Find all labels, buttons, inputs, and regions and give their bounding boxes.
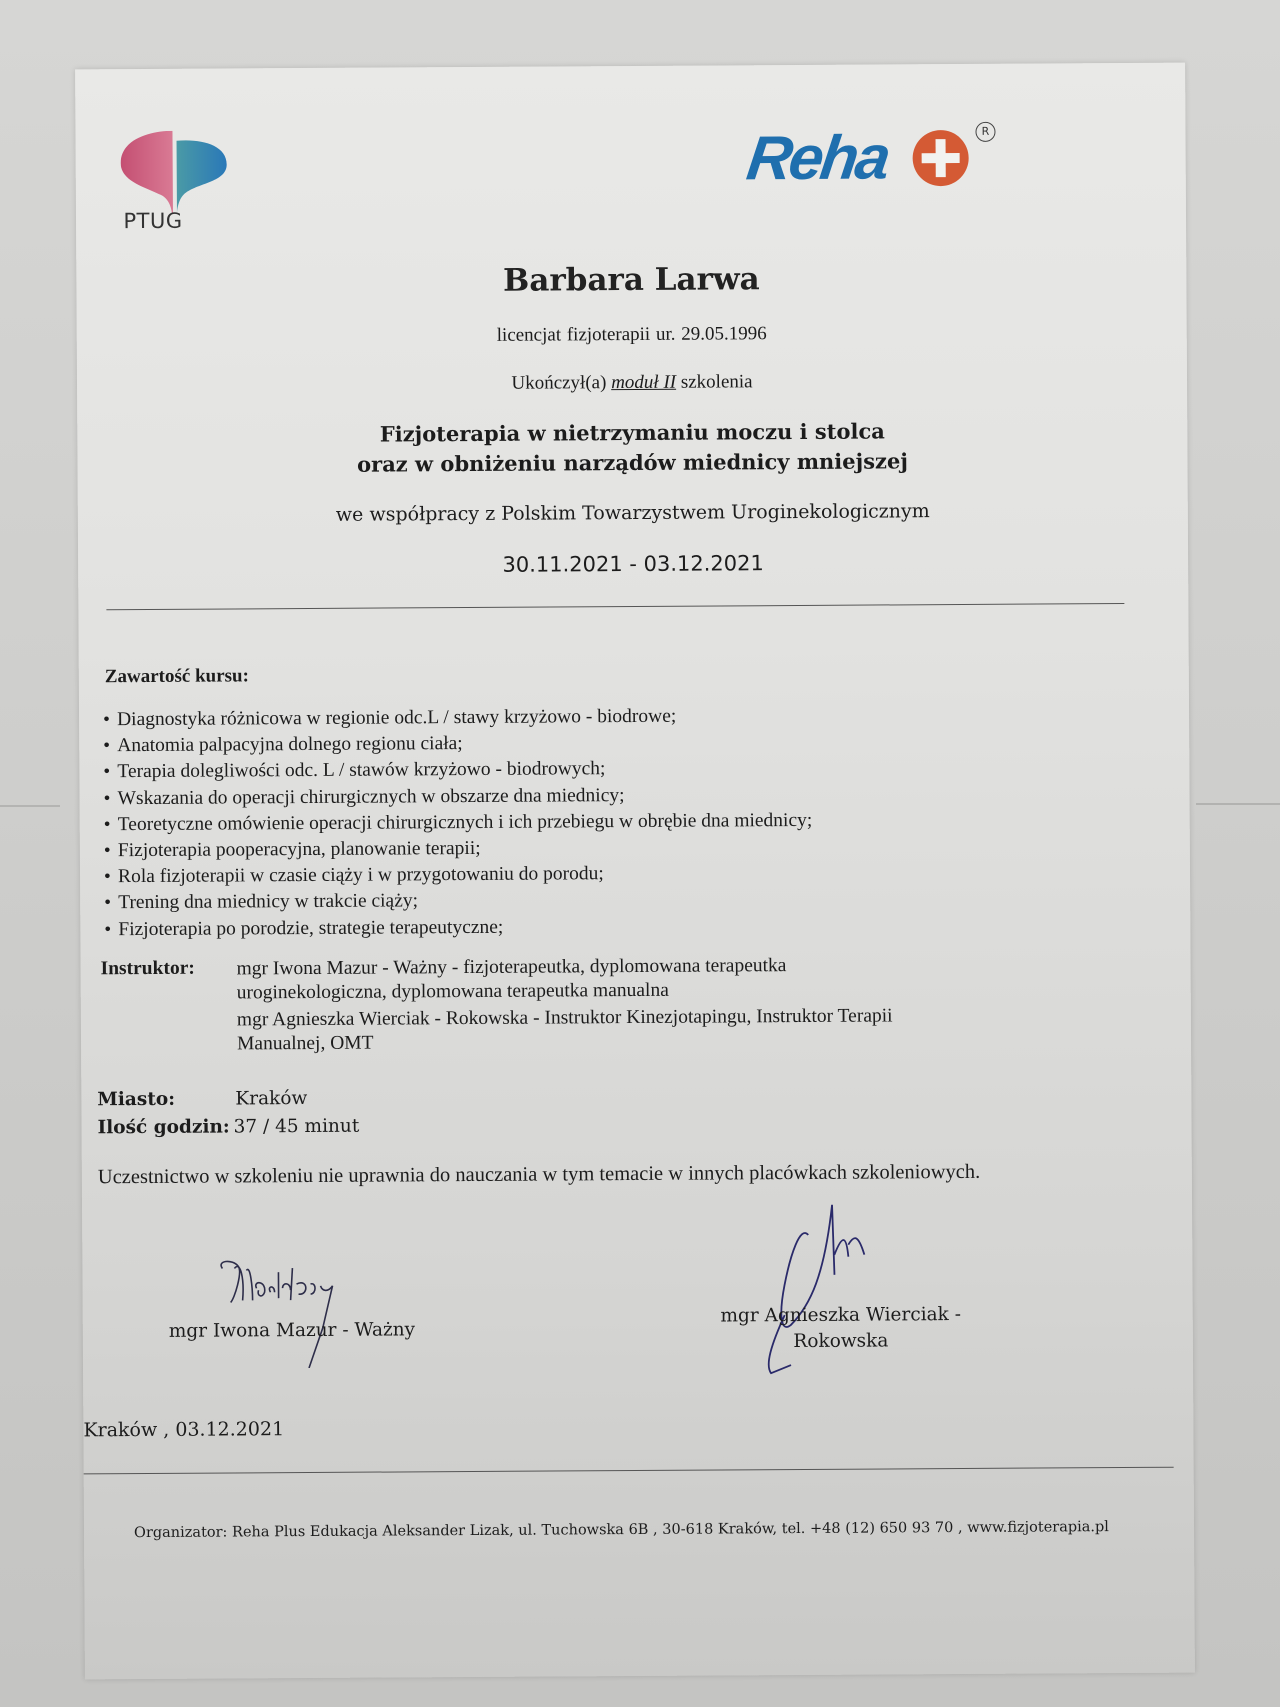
- cooperation-statement: we współpracy z Polskim Towarzystwem Uroginekologicznym: [335, 500, 930, 526]
- reha-logo-text: Reha: [743, 123, 892, 194]
- instructor-line: Manualnej, OMT: [236, 1032, 374, 1055]
- completion-prefix: Ukończył(a): [511, 372, 607, 394]
- list-item: • Fizjoterapia pooperacyjna, planowanie terapii;: [104, 834, 813, 865]
- signature-right-name-line: Rokowska: [793, 1330, 889, 1353]
- signature-right-name: [711, 1302, 971, 1356]
- ptug-logo-text: PTUG: [123, 208, 183, 234]
- hours-value: 37 / 45 minut: [233, 1115, 360, 1138]
- course-title-line: oraz w obniżeniu narządów miednicy mniejszej: [357, 448, 908, 477]
- signature-left-icon: [212, 1258, 363, 1369]
- signature-left-name: mgr Iwona Mazur - Ważny: [168, 1319, 416, 1342]
- organizer-footer: Organizator: Reha Plus Edukacja Aleksander Lizak, ul. Tuchowska 6B , 30-618 Kraków, tel. +48 (12) 650 93 70 , www.fizjoterapia.pl: [133, 1519, 1109, 1542]
- signature-right-name-line: mgr Agnieszka Wierciak -: [720, 1304, 962, 1327]
- reha-plus-logo: [743, 122, 1007, 204]
- list-item: • Terapia dolegliwości odc. L / stawów krzyżowo - biodrowych;: [103, 755, 812, 786]
- contents-heading: Zawartość kursu:: [104, 665, 249, 688]
- list-item: • Teoretyczne omówienie operacji chirurgicznych i ich przebiegu w obrębie dna miednicy;: [104, 808, 813, 839]
- module-name: moduł II: [611, 371, 677, 394]
- divider: [84, 1467, 1174, 1475]
- contents-list: [103, 703, 813, 943]
- instructor-line: mgr Agnieszka Wierciak - Rokowska - Instruktor Kinezjotapingu, Instruktor Terapii: [236, 1005, 893, 1031]
- degree-and-birthdate: licencjat fizjoterapii ur. 29.05.1996: [496, 323, 767, 346]
- list-item: • Trening dna miednicy w trakcie ciąży;: [104, 886, 813, 917]
- background-seam: [0, 805, 60, 807]
- place-and-date: Kraków , 03.12.2021: [83, 1418, 285, 1442]
- registered-trademark-icon: R: [975, 122, 995, 142]
- list-item: • Diagnostyka różnicowa w regionie odc.L / stawy krzyżowo - biodrowe;: [103, 703, 812, 734]
- list-item: • Fizjoterapia po porodzie, strategie terapeutyczne;: [104, 913, 813, 944]
- instructor-line: uroginekologiczna, dyplomowana terapeutka manualna: [236, 979, 669, 1004]
- course-title: [77, 415, 1187, 482]
- instructor-list: [237, 953, 1018, 1060]
- background-seam: [1196, 803, 1280, 805]
- instructor-label: Instruktor:: [100, 957, 195, 980]
- list-item: • Anatomia palpacyjna dolnego regionu ciała;: [103, 729, 812, 760]
- course-title-line: Fizjoterapia w nietrzymaniu moczu i stolca: [379, 418, 885, 447]
- divider: [106, 603, 1124, 610]
- instructor-line: mgr Iwona Mazur - Ważny - fizjoterapeutka, dyplomowana terapeutka: [236, 955, 787, 980]
- city-value: Kraków: [235, 1088, 308, 1110]
- list-item: • Wskazania do operacji chirurgicznych w obszarze dna miednicy;: [103, 782, 812, 813]
- list-item: • Rola fizjoterapii w czasie ciąży i w przygotowaniu do porodu;: [104, 860, 813, 891]
- instructor-entry: [237, 953, 1017, 1006]
- plus-circle-icon: [912, 130, 968, 186]
- recipient-name: Barbara Larwa: [502, 261, 760, 299]
- city-label: Miasto:: [97, 1088, 176, 1111]
- certificate-paper: [75, 63, 1195, 1680]
- disclaimer: Uczestnictwo w szkoleniu nie uprawnia do nauczania w tym temacie w innych placówkach szkoleniowych.: [97, 1160, 981, 1189]
- hours-label: Ilość godzin:: [97, 1116, 230, 1139]
- completion-statement: [77, 369, 1187, 398]
- course-dates: 30.11.2021 - 03.12.2021: [502, 551, 764, 577]
- instructor-entry: [237, 1004, 1017, 1057]
- completion-suffix: szkolenia: [680, 371, 753, 393]
